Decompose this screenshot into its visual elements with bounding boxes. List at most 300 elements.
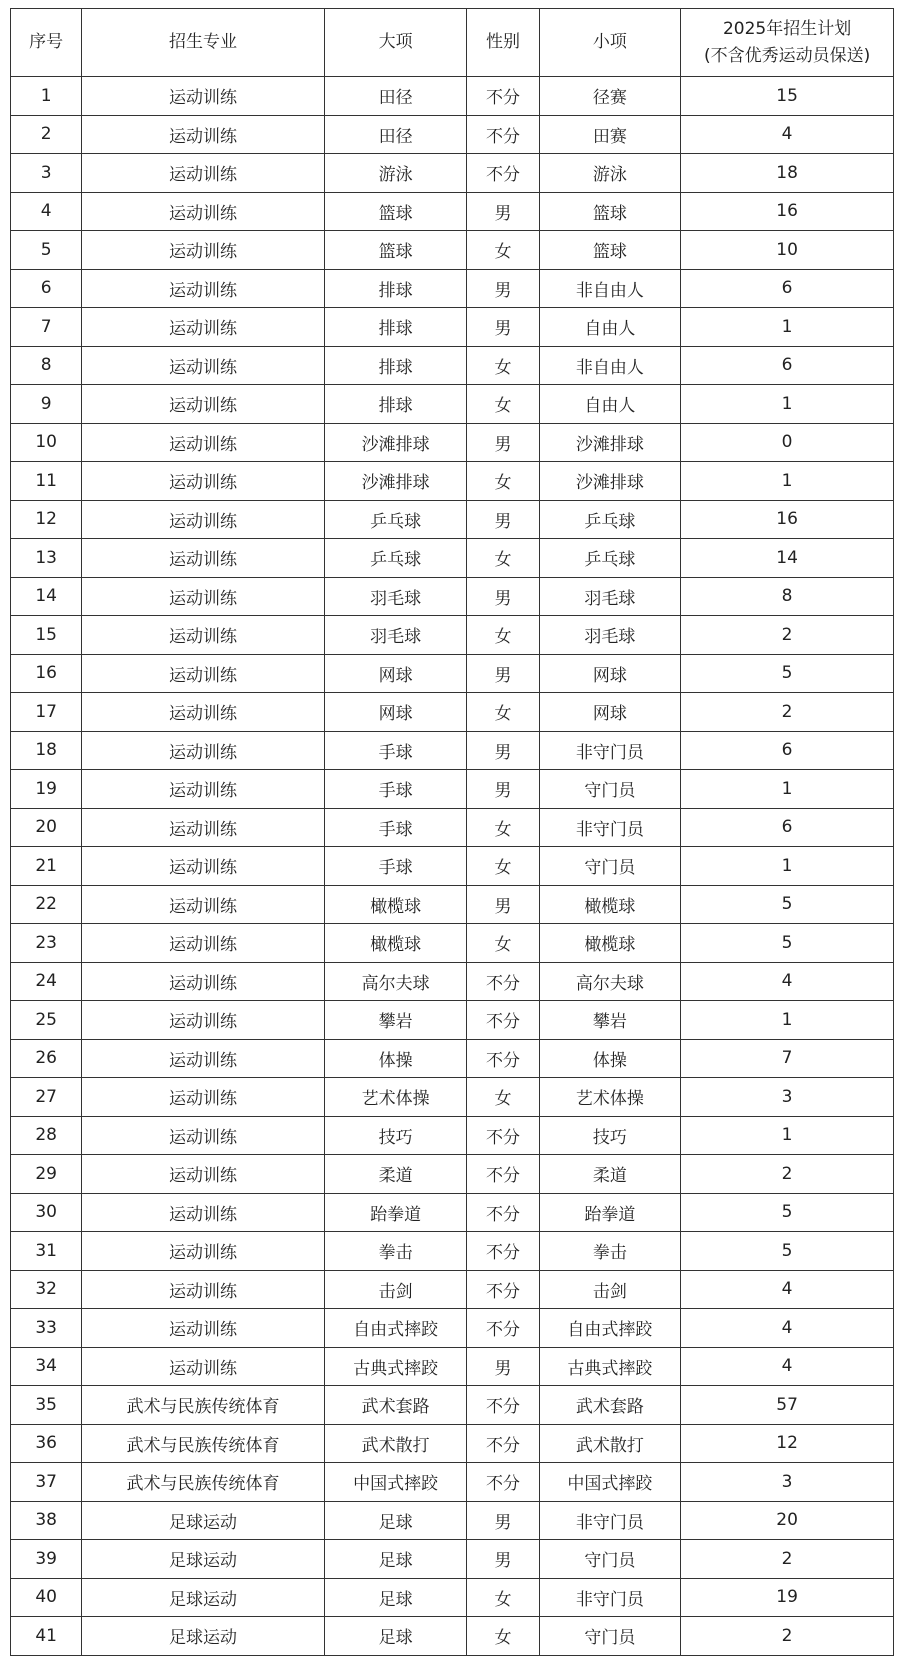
cell-major: 运动训练: [82, 924, 325, 963]
cell-subcategory: 跆拳道: [539, 1193, 680, 1232]
cell-gender: 男: [467, 269, 539, 308]
cell-category: 攀岩: [324, 1001, 467, 1040]
cell-plan-count: 2: [681, 693, 894, 732]
cell-category: 自由式摔跤: [324, 1309, 467, 1348]
cell-category: 乒乓球: [324, 539, 467, 578]
cell-major: 运动训练: [82, 885, 325, 924]
cell-major: 运动训练: [82, 962, 325, 1001]
cell-index: 9: [11, 385, 82, 424]
table-row: [11, 231, 894, 270]
cell-category: 排球: [324, 308, 467, 347]
table-row: [11, 1232, 894, 1271]
cell-subcategory: 体操: [539, 1039, 680, 1078]
cell-gender: 男: [467, 1540, 539, 1579]
cell-category: 古典式摔跤: [324, 1347, 467, 1386]
cell-category: 沙滩排球: [324, 423, 467, 462]
cell-gender: 女: [467, 924, 539, 963]
cell-plan-count: 16: [681, 500, 894, 539]
cell-major: 运动训练: [82, 577, 325, 616]
cell-gender: 男: [467, 654, 539, 693]
table-row: [11, 1309, 894, 1348]
cell-category: 手球: [324, 770, 467, 809]
cell-major: 运动训练: [82, 1193, 325, 1232]
table-row: [11, 1501, 894, 1540]
cell-index: 31: [11, 1232, 82, 1271]
cell-plan-count: 18: [681, 154, 894, 193]
cell-gender: 男: [467, 423, 539, 462]
cell-gender: 男: [467, 885, 539, 924]
cell-index: 23: [11, 924, 82, 963]
cell-category: 拳击: [324, 1232, 467, 1271]
cell-major: 运动训练: [82, 423, 325, 462]
cell-index: 38: [11, 1501, 82, 1540]
cell-gender: 不分: [467, 1386, 539, 1425]
cell-plan-count: 2: [681, 1155, 894, 1194]
cell-plan-count: 4: [681, 1347, 894, 1386]
cell-major: 运动训练: [82, 1039, 325, 1078]
table-body: [11, 77, 894, 1656]
cell-gender: 男: [467, 577, 539, 616]
cell-major: 运动训练: [82, 1001, 325, 1040]
cell-major: 足球运动: [82, 1617, 325, 1656]
cell-category: 网球: [324, 693, 467, 732]
cell-index: 11: [11, 462, 82, 501]
cell-subcategory: 非守门员: [539, 1578, 680, 1617]
cell-gender: 女: [467, 847, 539, 886]
cell-index: 8: [11, 346, 82, 385]
table-row: [11, 385, 894, 424]
cell-plan-count: 6: [681, 346, 894, 385]
cell-subcategory: 中国式摔跤: [539, 1463, 680, 1502]
cell-plan-count: 1: [681, 385, 894, 424]
cell-category: 田径: [324, 115, 467, 154]
cell-major: 运动训练: [82, 1270, 325, 1309]
cell-gender: 不分: [467, 115, 539, 154]
cell-plan-count: 6: [681, 269, 894, 308]
cell-gender: 女: [467, 616, 539, 655]
table-row: [11, 1155, 894, 1194]
cell-gender: 女: [467, 539, 539, 578]
cell-category: 武术套路: [324, 1386, 467, 1425]
cell-gender: 不分: [467, 1116, 539, 1155]
table-row: [11, 962, 894, 1001]
table-row: [11, 423, 894, 462]
table-row: [11, 924, 894, 963]
cell-subcategory: 攀岩: [539, 1001, 680, 1040]
table-row: [11, 1617, 894, 1656]
table-row: [11, 654, 894, 693]
cell-gender: 不分: [467, 1463, 539, 1502]
cell-major: 运动训练: [82, 539, 325, 578]
cell-subcategory: 网球: [539, 693, 680, 732]
cell-major: 运动训练: [82, 1232, 325, 1271]
cell-plan-count: 5: [681, 1232, 894, 1271]
cell-plan-count: 19: [681, 1578, 894, 1617]
cell-gender: 不分: [467, 1001, 539, 1040]
cell-category: 手球: [324, 808, 467, 847]
cell-gender: 不分: [467, 1039, 539, 1078]
cell-subcategory: 柔道: [539, 1155, 680, 1194]
cell-plan-count: 2: [681, 616, 894, 655]
cell-index: 26: [11, 1039, 82, 1078]
cell-subcategory: 篮球: [539, 192, 680, 231]
cell-gender: 不分: [467, 1232, 539, 1271]
cell-major: 运动训练: [82, 847, 325, 886]
cell-category: 足球: [324, 1617, 467, 1656]
cell-category: 羽毛球: [324, 577, 467, 616]
cell-subcategory: 武术套路: [539, 1386, 680, 1425]
cell-major: 运动训练: [82, 1116, 325, 1155]
cell-major: 运动训练: [82, 385, 325, 424]
cell-category: 橄榄球: [324, 885, 467, 924]
table-row: [11, 770, 894, 809]
table-row: [11, 847, 894, 886]
cell-index: 21: [11, 847, 82, 886]
cell-plan-count: 15: [681, 77, 894, 116]
cell-major: 运动训练: [82, 654, 325, 693]
cell-gender: 女: [467, 462, 539, 501]
cell-subcategory: 技巧: [539, 1116, 680, 1155]
cell-category: 游泳: [324, 154, 467, 193]
cell-plan-count: 3: [681, 1463, 894, 1502]
cell-subcategory: 非自由人: [539, 346, 680, 385]
table-row: [11, 346, 894, 385]
table-row: [11, 192, 894, 231]
header-row: [11, 9, 894, 77]
cell-index: 41: [11, 1617, 82, 1656]
table-header: [11, 9, 894, 77]
cell-subcategory: 守门员: [539, 847, 680, 886]
table-row: [11, 1424, 894, 1463]
cell-subcategory: 武术散打: [539, 1424, 680, 1463]
header-index: 序号: [11, 9, 82, 77]
cell-category: 沙滩排球: [324, 462, 467, 501]
cell-category: 篮球: [324, 231, 467, 270]
cell-category: 足球: [324, 1501, 467, 1540]
cell-gender: 不分: [467, 77, 539, 116]
cell-gender: 男: [467, 192, 539, 231]
cell-gender: 不分: [467, 154, 539, 193]
cell-index: 16: [11, 654, 82, 693]
cell-index: 24: [11, 962, 82, 1001]
cell-major: 运动训练: [82, 770, 325, 809]
cell-subcategory: 游泳: [539, 154, 680, 193]
table-row: [11, 539, 894, 578]
table-row: [11, 885, 894, 924]
cell-category: 羽毛球: [324, 616, 467, 655]
cell-subcategory: 橄榄球: [539, 885, 680, 924]
cell-gender: 男: [467, 500, 539, 539]
cell-major: 运动训练: [82, 192, 325, 231]
table-row: [11, 731, 894, 770]
cell-category: 技巧: [324, 1116, 467, 1155]
cell-plan-count: 57: [681, 1386, 894, 1425]
cell-plan-count: 1: [681, 770, 894, 809]
table-row: [11, 1039, 894, 1078]
table-row: [11, 1463, 894, 1502]
header-major: 招生专业: [82, 9, 325, 77]
cell-plan-count: 1: [681, 308, 894, 347]
table-row: [11, 462, 894, 501]
cell-gender: 不分: [467, 1309, 539, 1348]
cell-category: 艺术体操: [324, 1078, 467, 1117]
cell-gender: 不分: [467, 962, 539, 1001]
cell-major: 运动训练: [82, 1155, 325, 1194]
cell-plan-count: 3: [681, 1078, 894, 1117]
table-row: [11, 1078, 894, 1117]
cell-gender: 不分: [467, 1424, 539, 1463]
header-subcategory: 小项: [539, 9, 680, 77]
cell-index: 35: [11, 1386, 82, 1425]
cell-index: 40: [11, 1578, 82, 1617]
cell-index: 12: [11, 500, 82, 539]
cell-plan-count: 8: [681, 577, 894, 616]
cell-gender: 男: [467, 731, 539, 770]
cell-major: 运动训练: [82, 731, 325, 770]
cell-index: 27: [11, 1078, 82, 1117]
cell-subcategory: 艺术体操: [539, 1078, 680, 1117]
cell-index: 4: [11, 192, 82, 231]
cell-index: 34: [11, 1347, 82, 1386]
cell-index: 20: [11, 808, 82, 847]
table-row: [11, 577, 894, 616]
cell-major: 运动训练: [82, 808, 325, 847]
cell-plan-count: 14: [681, 539, 894, 578]
enrollment-table-container: [10, 8, 894, 1656]
cell-subcategory: 径赛: [539, 77, 680, 116]
header-category: 大项: [324, 9, 467, 77]
cell-plan-count: 1: [681, 1116, 894, 1155]
cell-index: 2: [11, 115, 82, 154]
table-row: [11, 77, 894, 116]
cell-plan-count: 0: [681, 423, 894, 462]
cell-category: 排球: [324, 269, 467, 308]
cell-major: 运动训练: [82, 616, 325, 655]
cell-index: 19: [11, 770, 82, 809]
cell-category: 高尔夫球: [324, 962, 467, 1001]
cell-subcategory: 羽毛球: [539, 616, 680, 655]
cell-index: 18: [11, 731, 82, 770]
cell-index: 14: [11, 577, 82, 616]
cell-index: 25: [11, 1001, 82, 1040]
table-row: [11, 693, 894, 732]
cell-major: 足球运动: [82, 1578, 325, 1617]
cell-index: 29: [11, 1155, 82, 1194]
cell-major: 武术与民族传统体育: [82, 1424, 325, 1463]
cell-category: 篮球: [324, 192, 467, 231]
cell-subcategory: 非守门员: [539, 731, 680, 770]
table-row: [11, 154, 894, 193]
cell-plan-count: 5: [681, 1193, 894, 1232]
table-row: [11, 1193, 894, 1232]
cell-subcategory: 古典式摔跤: [539, 1347, 680, 1386]
cell-subcategory: 沙滩排球: [539, 462, 680, 501]
cell-subcategory: 自由人: [539, 385, 680, 424]
cell-gender: 女: [467, 346, 539, 385]
cell-category: 足球: [324, 1578, 467, 1617]
cell-index: 33: [11, 1309, 82, 1348]
cell-gender: 女: [467, 693, 539, 732]
cell-category: 手球: [324, 847, 467, 886]
cell-index: 15: [11, 616, 82, 655]
cell-subcategory: 击剑: [539, 1270, 680, 1309]
cell-gender: 女: [467, 231, 539, 270]
cell-major: 运动训练: [82, 154, 325, 193]
cell-plan-count: 5: [681, 924, 894, 963]
cell-index: 36: [11, 1424, 82, 1463]
cell-plan-count: 1: [681, 1001, 894, 1040]
table-row: [11, 1386, 894, 1425]
cell-subcategory: 守门员: [539, 1540, 680, 1579]
cell-major: 运动训练: [82, 1347, 325, 1386]
cell-index: 30: [11, 1193, 82, 1232]
cell-plan-count: 5: [681, 885, 894, 924]
cell-category: 柔道: [324, 1155, 467, 1194]
cell-major: 运动训练: [82, 308, 325, 347]
cell-category: 乒乓球: [324, 500, 467, 539]
header-plan: [681, 9, 894, 77]
cell-gender: 不分: [467, 1155, 539, 1194]
cell-subcategory: 田赛: [539, 115, 680, 154]
cell-plan-count: 10: [681, 231, 894, 270]
cell-plan-count: 4: [681, 1309, 894, 1348]
cell-major: 运动训练: [82, 269, 325, 308]
cell-gender: 女: [467, 1578, 539, 1617]
cell-subcategory: 非自由人: [539, 269, 680, 308]
cell-plan-count: 7: [681, 1039, 894, 1078]
cell-major: 运动训练: [82, 77, 325, 116]
cell-category: 排球: [324, 346, 467, 385]
table-row: [11, 1270, 894, 1309]
cell-category: 击剑: [324, 1270, 467, 1309]
header-plan-note: (不含优秀运动员保送): [703, 45, 871, 66]
cell-plan-count: 12: [681, 1424, 894, 1463]
cell-subcategory: 篮球: [539, 231, 680, 270]
cell-subcategory: 非守门员: [539, 808, 680, 847]
cell-subcategory: 乒乓球: [539, 539, 680, 578]
cell-major: 运动训练: [82, 1309, 325, 1348]
cell-major: 武术与民族传统体育: [82, 1463, 325, 1502]
cell-index: 37: [11, 1463, 82, 1502]
cell-major: 足球运动: [82, 1540, 325, 1579]
cell-category: 排球: [324, 385, 467, 424]
cell-subcategory: 守门员: [539, 1617, 680, 1656]
cell-gender: 女: [467, 1078, 539, 1117]
cell-index: 17: [11, 693, 82, 732]
cell-major: 足球运动: [82, 1501, 325, 1540]
table-row: [11, 500, 894, 539]
cell-category: 武术散打: [324, 1424, 467, 1463]
cell-category: 网球: [324, 654, 467, 693]
cell-gender: 男: [467, 1347, 539, 1386]
cell-category: 体操: [324, 1039, 467, 1078]
cell-index: 39: [11, 1540, 82, 1579]
cell-index: 22: [11, 885, 82, 924]
table-row: [11, 1116, 894, 1155]
cell-subcategory: 非守门员: [539, 1501, 680, 1540]
cell-index: 13: [11, 539, 82, 578]
cell-plan-count: 16: [681, 192, 894, 231]
cell-major: 运动训练: [82, 346, 325, 385]
table-row: [11, 808, 894, 847]
cell-major: 运动训练: [82, 693, 325, 732]
cell-gender: 女: [467, 1617, 539, 1656]
cell-plan-count: 20: [681, 1501, 894, 1540]
cell-index: 3: [11, 154, 82, 193]
cell-plan-count: 2: [681, 1540, 894, 1579]
enrollment-plan-table: [10, 8, 894, 1656]
cell-gender: 女: [467, 385, 539, 424]
cell-major: 武术与民族传统体育: [82, 1386, 325, 1425]
table-row: [11, 1540, 894, 1579]
table-row: [11, 115, 894, 154]
table-row: [11, 269, 894, 308]
cell-category: 中国式摔跤: [324, 1463, 467, 1502]
cell-category: 田径: [324, 77, 467, 116]
cell-subcategory: 守门员: [539, 770, 680, 809]
cell-plan-count: 4: [681, 962, 894, 1001]
cell-subcategory: 高尔夫球: [539, 962, 680, 1001]
cell-index: 1: [11, 77, 82, 116]
cell-subcategory: 拳击: [539, 1232, 680, 1271]
cell-index: 6: [11, 269, 82, 308]
cell-gender: 男: [467, 1501, 539, 1540]
cell-plan-count: 6: [681, 808, 894, 847]
cell-gender: 男: [467, 770, 539, 809]
cell-category: 橄榄球: [324, 924, 467, 963]
cell-subcategory: 羽毛球: [539, 577, 680, 616]
cell-plan-count: 1: [681, 847, 894, 886]
cell-major: 运动训练: [82, 462, 325, 501]
table-row: [11, 1001, 894, 1040]
cell-plan-count: 1: [681, 462, 894, 501]
cell-subcategory: 沙滩排球: [539, 423, 680, 462]
cell-index: 28: [11, 1116, 82, 1155]
cell-gender: 不分: [467, 1193, 539, 1232]
cell-subcategory: 自由式摔跤: [539, 1309, 680, 1348]
table-row: [11, 1578, 894, 1617]
cell-gender: 女: [467, 808, 539, 847]
cell-category: 手球: [324, 731, 467, 770]
cell-major: 运动训练: [82, 115, 325, 154]
cell-index: 10: [11, 423, 82, 462]
cell-plan-count: 4: [681, 1270, 894, 1309]
cell-gender: 男: [467, 308, 539, 347]
cell-plan-count: 5: [681, 654, 894, 693]
cell-category: 跆拳道: [324, 1193, 467, 1232]
cell-major: 运动训练: [82, 231, 325, 270]
cell-subcategory: 自由人: [539, 308, 680, 347]
cell-major: 运动训练: [82, 500, 325, 539]
cell-plan-count: 2: [681, 1617, 894, 1656]
header-gender: 性别: [467, 9, 539, 77]
table-row: [11, 616, 894, 655]
table-row: [11, 308, 894, 347]
cell-subcategory: 橄榄球: [539, 924, 680, 963]
cell-index: 7: [11, 308, 82, 347]
cell-major: 运动训练: [82, 1078, 325, 1117]
header-plan-title: 2025年招生计划: [722, 18, 852, 39]
cell-subcategory: 乒乓球: [539, 500, 680, 539]
cell-gender: 不分: [467, 1270, 539, 1309]
table-row: [11, 1347, 894, 1386]
cell-index: 5: [11, 231, 82, 270]
cell-plan-count: 6: [681, 731, 894, 770]
cell-category: 足球: [324, 1540, 467, 1579]
cell-index: 32: [11, 1270, 82, 1309]
cell-plan-count: 4: [681, 115, 894, 154]
cell-subcategory: 网球: [539, 654, 680, 693]
